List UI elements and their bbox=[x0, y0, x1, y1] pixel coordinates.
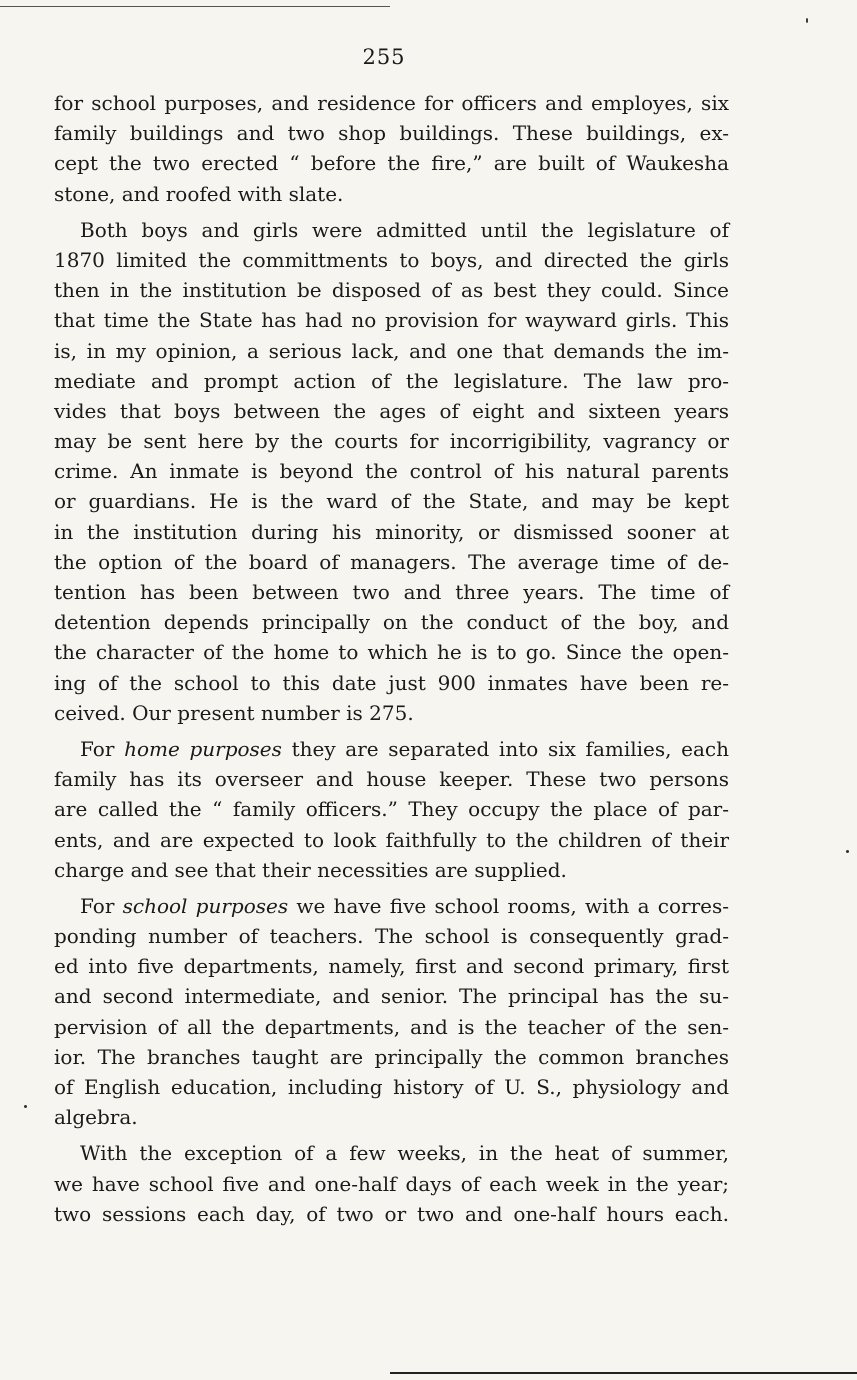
text-line: Both boys and girls were admitted until the legislature of bbox=[80, 217, 729, 242]
bottom-rule bbox=[390, 1372, 857, 1374]
text-line: cept the two erected “ before the fire,” are built of Waukesha bbox=[54, 151, 729, 176]
paragraph-1 bbox=[54, 88, 729, 209]
text-line: family buildings and two shop buildings. These buildings, ex- bbox=[54, 121, 729, 146]
text-line: the character of the home to which he is to go. Since the open- bbox=[54, 640, 729, 665]
text-run: we have five school rooms, with a corres- bbox=[288, 893, 729, 918]
text-line bbox=[54, 891, 729, 921]
text-line: tention has been between two and three years. The time of bbox=[54, 580, 729, 604]
paragraph-5 bbox=[54, 1138, 729, 1229]
page-number: 255 bbox=[362, 45, 406, 69]
text-line: for school purposes, and residence for officers and employes, six bbox=[54, 91, 729, 115]
ink-speck bbox=[24, 1105, 27, 1108]
text-line: With the exception of a few weeks, in the heat of summer, bbox=[80, 1141, 729, 1166]
text-line: 1870 limited the committments to boys, and directed the girls bbox=[54, 247, 729, 272]
text-line bbox=[54, 734, 729, 764]
text-line: is, in my opinion, a serious lack, and one that demands the im- bbox=[54, 338, 729, 363]
text-line: vides that boys between the ages of eight and sixteen years bbox=[54, 398, 729, 423]
text-line: stone, and roofed with slate. bbox=[54, 181, 344, 206]
text-line: detention depends principally on the conduct of the boy, and bbox=[54, 610, 729, 635]
text-line: crime. An inmate is beyond the control of his natural parents bbox=[54, 459, 729, 484]
text-line: charge and see that their necessities are supplied. bbox=[54, 857, 567, 882]
paragraph-3 bbox=[54, 734, 729, 885]
paragraph-4 bbox=[54, 891, 729, 1133]
italic-phrase: school purposes bbox=[122, 893, 289, 918]
text-line: ents, and are expected to look faithfully to the children of their bbox=[54, 827, 729, 852]
text-line: that time the State has had no provision for wayward girls. This bbox=[54, 308, 729, 333]
text-run: For bbox=[80, 736, 125, 761]
text-line: algebra. bbox=[54, 1105, 138, 1130]
text-line: the option of the board of managers. The average time of de- bbox=[54, 549, 729, 574]
text-line: pervision of all the departments, and is the teacher of the sen- bbox=[54, 1014, 729, 1039]
text-line: ponding number of teachers. The school is consequently grad- bbox=[54, 924, 729, 949]
italic-phrase: home purposes bbox=[124, 736, 282, 761]
text-line: mediate and prompt action of the legislature. The law pro- bbox=[54, 368, 729, 393]
text-line: and second intermediate, and senior. The principal has the su- bbox=[54, 984, 729, 1009]
text-line: may be sent here by the courts for incorrigibility, vagrancy or bbox=[54, 429, 729, 454]
text-line: we have school five and one-half days of each week in the year; bbox=[54, 1171, 729, 1196]
text-line: two sessions each day, of two or two and one-half hours each. bbox=[54, 1201, 729, 1226]
text-line: of English education, including history of U. S., physiology and bbox=[54, 1075, 729, 1099]
text-line: ior. The branches taught are principally the common branches bbox=[54, 1044, 729, 1069]
text-line: ed into five departments, namely, first and second primary, first bbox=[54, 954, 729, 979]
text-line: family has its overseer and house keeper. These two persons bbox=[54, 767, 729, 792]
text-run: they are separated into six families, each bbox=[281, 736, 730, 761]
text-line: are called the “ family officers.” They occupy the place of par- bbox=[54, 797, 729, 822]
top-rule bbox=[0, 6, 390, 7]
text-line: in the institution during his minority, or dismissed sooner at bbox=[54, 519, 729, 544]
text-run: For bbox=[80, 893, 123, 918]
ink-speck bbox=[806, 18, 808, 23]
ink-speck bbox=[846, 850, 849, 853]
text-line: or guardians. He is the ward of the State, and may be kept bbox=[54, 489, 729, 514]
text-line: ceived. Our present number is 275. bbox=[54, 700, 414, 725]
page-body bbox=[54, 88, 729, 1229]
text-line: ing of the school to this date just 900 inmates have been re- bbox=[54, 670, 729, 695]
text-line: then in the institution be disposed of as best they could. Since bbox=[54, 278, 729, 303]
paragraph-2 bbox=[54, 215, 729, 728]
